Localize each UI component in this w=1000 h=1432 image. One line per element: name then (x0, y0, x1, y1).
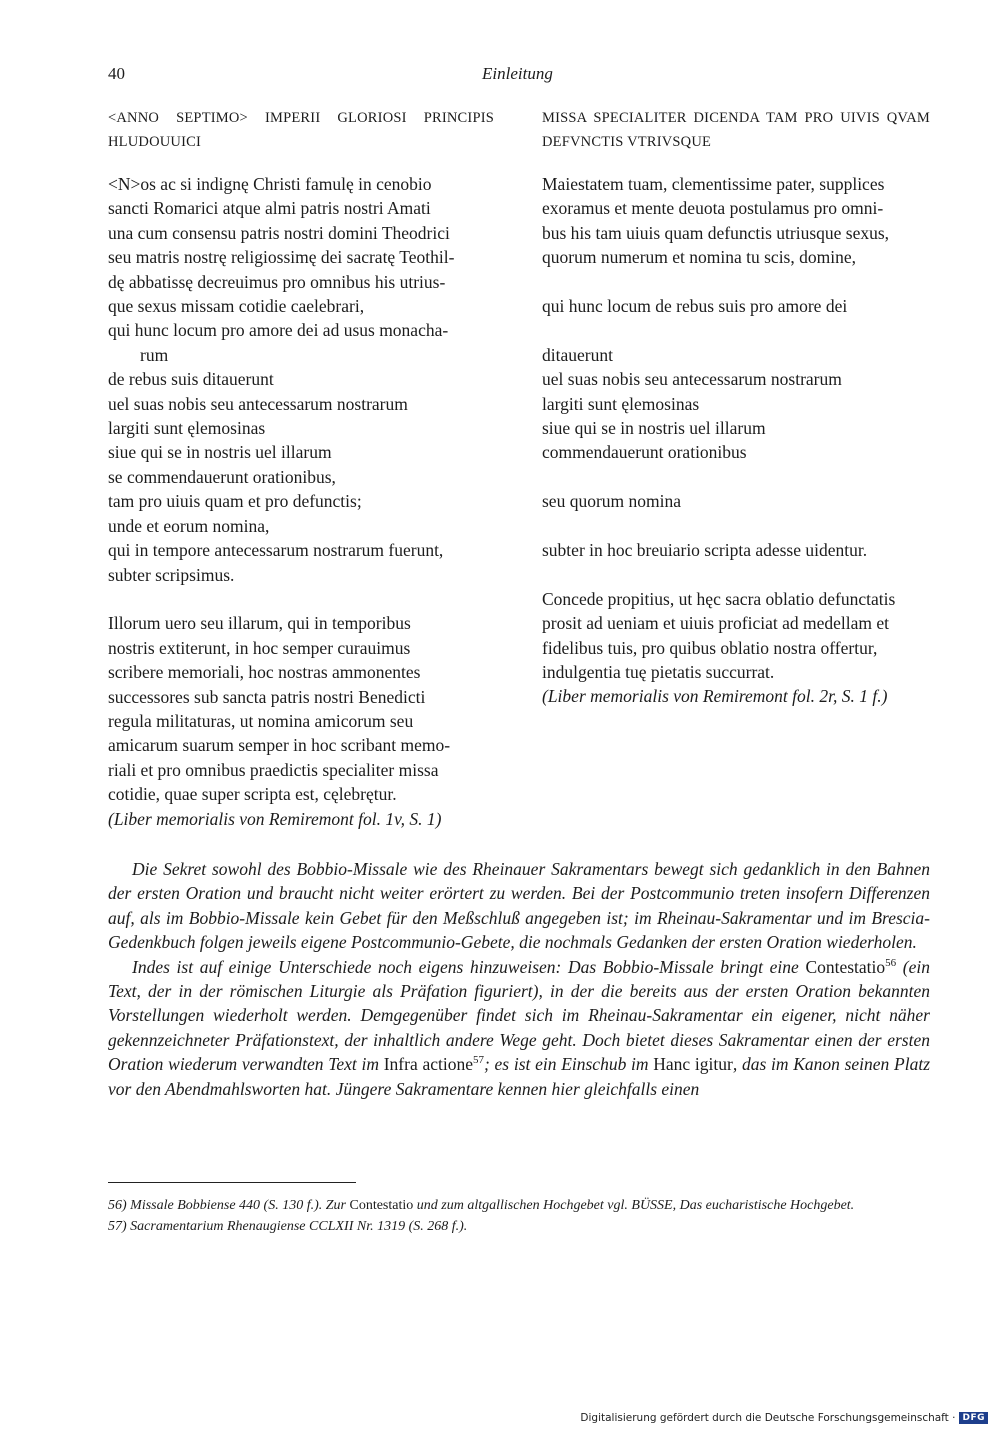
left-heading: <ANNO SEPTIMO> IMPERII GLORIOSI PRINCIPIS HLUDOUUICI (108, 110, 494, 150)
right-citation: (Liber memorialis von Remiremont fol. 2r, S. 1 f.) (542, 686, 888, 707)
page-number: 40 (108, 64, 125, 83)
term-hanc-igitur: Hanc igitur (653, 1054, 733, 1075)
text-line: sancti Romarici atque almi patris nostri Amati (108, 198, 431, 219)
text-line: scribere memoriali, hoc nostras ammonentes (108, 662, 421, 683)
commentary-paragraph-2 (108, 955, 930, 1101)
commentary (108, 857, 930, 1101)
running-title: Einleitung (482, 64, 553, 83)
verse-line: seu quorum nomina (542, 491, 682, 512)
commentary-paragraph-1: Die Sekret sowohl des Bobbio-Missale wie des Rheinauer Sakramentars bewegt sich gedanklich in den Bahnen der ersten Oration und braucht nicht weiter erörtert zu werden. Bei der Postcommunio treten insofern Differenzen auf, als im Bobbio-Missale kein Gebet für den Meßschluß angegeben ist; im Rheinau-Sakramentar und im Brescia-Gedenkbuch folgen jeweils eigene Postcommunio-Gebete, die nochmals Gedanken der ersten Oration wiederholen. (108, 859, 930, 953)
verse-line: subter in hoc breuiario scripta adesse uidentur. (542, 540, 868, 561)
right-heading: MISSA SPECIALITER DICENDA TAM PRO UIVIS QVAM DEFVNCTIS VTRIVSQUE (542, 110, 930, 150)
text-line: Maiestatem tuam, clementissime pater, supplices (542, 174, 885, 194)
right-paragraph-2 (542, 587, 930, 685)
text-line: regula militaturas, ut nomina amicorum seu (108, 710, 414, 731)
text-run: Indes ist auf einige Unterschiede noch eigens hinzuweisen: Das Bobbio-Missale bringt eine (132, 956, 806, 977)
verse-line: rum (140, 344, 169, 365)
text-line: Illorum uero seu illarum, qui in temporibus (108, 613, 411, 634)
verse-line: unde et eorum nomina, (108, 515, 270, 536)
verse-line: commendauerunt orationibus (542, 442, 747, 463)
footnote-rule (108, 1182, 356, 1183)
text-line: <N>os ac si indignę Christi famulę in cenobio (108, 174, 432, 194)
verse-line: siue qui se in nostris uel illarum (108, 442, 332, 463)
text-line: Concede propitius, ut hęc sacra oblatio defunctatis (542, 588, 896, 609)
text-line: cotidie, quae super scripta est, cęlebrętur. (108, 784, 397, 805)
text-line: indulgentia tuę pietatis succurrat. (542, 662, 775, 683)
credit-text: Digitalisierung gefördert durch die Deutsche Forschungsgemeinschaft · (580, 1412, 956, 1424)
term-contestatio: Contestatio (349, 1198, 414, 1213)
left-citation: (Liber memorialis von Remiremont fol. 1v, S. 1) (108, 808, 442, 829)
text-line: una cum consensu patris nostri domini Theodrici (108, 222, 450, 243)
text-line: successores sub sancta patris nostri Benedicti (108, 686, 426, 707)
verse-line: largiti sunt ęlemosinas (542, 393, 700, 414)
verse-line: uel suas nobis seu antecessarum nostrarum (542, 369, 842, 390)
verse-line: subter scripsimus. (108, 564, 235, 585)
text-run: und zum altgallischen Hochgebet vgl. BÜSSE, Das eucharistische Hochgebet. (413, 1198, 855, 1213)
text-run: ; es ist ein Einschub im (483, 1054, 654, 1075)
verse-line: siue qui se in nostris uel illarum (542, 418, 766, 439)
footnote-56 (108, 1196, 930, 1215)
digitization-credit (580, 1412, 988, 1424)
verse-line: largiti sunt ęlemosinas (108, 418, 266, 439)
verse-line: tam pro uiuis quam et pro defunctis; (108, 491, 362, 512)
verse-line: qui in tempore antecessarum nostrarum fuerunt, (108, 540, 444, 561)
verse-line: uel suas nobis seu antecessarum nostrarum (108, 393, 408, 414)
term-infra-actione: Infra actione (383, 1054, 473, 1075)
verse-line: qui hunc locum de rebus suis pro amore dei (542, 296, 848, 317)
text-line: que sexus missam cotidie caelebrari, (108, 296, 365, 317)
text-line: nostris extiterunt, in hoc semper curauimus (108, 637, 411, 658)
dfg-logo: DFG (959, 1412, 988, 1424)
text-line: amicarum suarum semper in hoc scribant memo- (108, 735, 451, 756)
text-line: bus his tam uiuis quam defunctis utriusque sexus, (542, 222, 890, 243)
text-line: seu matris nostrę religiossimę dei sacratę Teothil- (108, 247, 455, 268)
text-run: 56) Missale Bobbiense 440 (S. 130 f.). Zur (108, 1198, 350, 1213)
footnote-ref-56[interactable]: 56 (885, 956, 897, 969)
text-run: , das im Kanon seinen Platz vor den Abendmahlsworten hat. Jüngere Sakramentare kennen hier gleichfalls einen (108, 1054, 930, 1099)
verse-line: de rebus suis ditauerunt (108, 369, 274, 390)
right-column (542, 106, 930, 709)
left-paragraph-2 (108, 611, 494, 806)
verse-line: ditauerunt (542, 344, 613, 365)
text-run: (ein Text, der in der römischen Liturgie als Präfation figuriert), in der die bereits aus der ersten Oration bekannten Vorstellungen wiederholt werden. Demgegenüber findet sich im Rheinau-Sakramentar ein eigener, nicht näher gekennzeichneter Präfationstext, der inhaltlich andere Wege geht. Doch bietet dieses Sakramentar einen der ersten Oration wiederum verwandten Text im (108, 956, 930, 1075)
term-contestatio: Contestatio (805, 956, 886, 977)
text-line: quorum numerum et nomina tu scis, domine, (542, 247, 856, 268)
text-line: riali et pro omnibus praedictis specialiter missa (108, 759, 439, 780)
text-line: fidelibus tuis, pro quibus oblatio nostra offertur, (542, 637, 878, 658)
verse-line: se commendauerunt orationibus, (108, 466, 336, 487)
text-line: dę abbatissę decreuimus pro omnibus his utrius- (108, 271, 446, 292)
left-column (108, 106, 494, 831)
footnotes (108, 1196, 930, 1238)
footnote-ref-57[interactable]: 57 (472, 1054, 484, 1067)
left-paragraph-1 (108, 172, 494, 318)
footnote-57: 57) Sacramentarium Rhenaugiense CCLXII Nr. 1319 (S. 268 f.). (108, 1219, 468, 1234)
text-line: exoramus et mente deuota postulamus pro omni- (542, 198, 884, 219)
verse-line: qui hunc locum pro amore dei ad usus monacha- (108, 320, 449, 341)
right-paragraph-1 (542, 172, 930, 270)
text-line: prosit ad ueniam et uiuis proficiat ad medellam et (542, 613, 889, 634)
